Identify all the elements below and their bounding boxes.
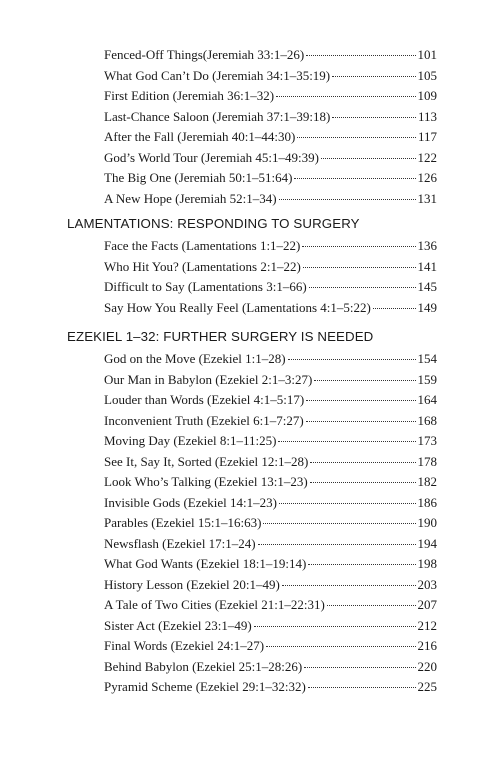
dot-leader xyxy=(254,626,416,627)
entry-page-number: 164 xyxy=(417,392,437,407)
dot-leader xyxy=(310,482,416,483)
toc-entry xyxy=(104,189,437,210)
toc-entry xyxy=(104,148,437,169)
toc-entry xyxy=(104,66,437,87)
entry-title: First Edition (Jeremiah 36:1–32) xyxy=(104,88,275,103)
entry-title: History Lesson (Ezekiel 20:1–49) xyxy=(104,576,280,592)
entry-page-number: 131 xyxy=(417,190,437,206)
entry-title: Inconvenient Truth (Ezekiel 6:1–7:27) xyxy=(104,412,304,428)
dot-leader xyxy=(310,462,415,463)
entry-title: After the Fall (Jeremiah 40:1–44:30) xyxy=(104,129,296,144)
toc-entry xyxy=(104,107,437,128)
entry-title: Louder than Words (Ezekiel 4:1–5:17) xyxy=(104,392,305,407)
toc-group-lamentations xyxy=(104,236,437,318)
dot-leader xyxy=(303,267,416,268)
entry-page-number: 182 xyxy=(417,474,437,489)
dot-leader xyxy=(282,585,416,586)
entry-page-number: 203 xyxy=(417,576,437,592)
entry-title: Say How You Really Feel (Lamentations 4:1–5:22) xyxy=(104,299,371,315)
toc-entry xyxy=(104,554,437,575)
entry-page-number: 168 xyxy=(417,412,437,428)
dot-leader xyxy=(266,646,415,647)
dot-leader xyxy=(327,605,416,606)
section-heading-lamentations: LAMENTATIONS: RESPONDING TO SURGERY xyxy=(67,216,360,231)
toc-entry xyxy=(104,472,437,493)
entry-title: What God Wants (Ezekiel 18:1–19:14) xyxy=(104,556,307,571)
toc-entry xyxy=(104,616,437,637)
dot-leader xyxy=(373,308,416,309)
entry-title: Difficult to Say (Lamentations 3:1–66) xyxy=(104,279,307,294)
entry-page-number: 186 xyxy=(417,494,437,510)
entry-title: What God Can’t Do (Jeremiah 34:1–35:19) xyxy=(104,67,331,83)
entry-title: Behind Babylon (Ezekiel 25:1–28:26) xyxy=(104,658,303,674)
entry-title: Final Words (Ezekiel 24:1–27) xyxy=(104,638,265,653)
entry-page-number: 105 xyxy=(417,67,437,83)
toc-entry xyxy=(104,595,437,616)
toc-group-ezekiel xyxy=(104,349,437,698)
entry-page-number: 149 xyxy=(417,299,437,315)
dot-leader xyxy=(306,421,416,422)
entry-title: God on the Move (Ezekiel 1:1–28) xyxy=(104,351,286,366)
dot-leader xyxy=(308,687,416,688)
entry-title: Sister Act (Ezekiel 23:1–49) xyxy=(104,617,252,633)
toc-entry xyxy=(104,657,437,678)
entry-page-number: 216 xyxy=(417,638,437,653)
entry-page-number: 109 xyxy=(417,88,437,103)
toc-entry xyxy=(104,677,437,698)
toc-entry xyxy=(104,575,437,596)
entry-page-number: 126 xyxy=(417,170,437,185)
entry-title: God’s World Tour (Jeremiah 45:1–49:39) xyxy=(104,149,319,165)
entry-page-number: 141 xyxy=(417,258,437,274)
entry-title: A Tale of Two Cities (Ezekiel 21:1–22:31) xyxy=(104,597,325,612)
toc-entry xyxy=(104,411,437,432)
dot-leader xyxy=(279,503,416,504)
entry-page-number: 101 xyxy=(417,47,437,62)
dot-leader xyxy=(332,76,415,77)
entry-page-number: 220 xyxy=(417,658,437,674)
toc-entry xyxy=(104,168,437,189)
dot-leader xyxy=(332,117,416,118)
entry-page-number: 145 xyxy=(417,279,437,294)
dot-leader xyxy=(304,667,415,668)
entry-title: Invisible Gods (Ezekiel 14:1–23) xyxy=(104,494,277,510)
entry-title: Who Hit You? (Lamentations 2:1–22) xyxy=(104,258,301,274)
entry-page-number: 207 xyxy=(417,597,437,612)
toc-entry xyxy=(104,277,437,298)
toc-entry xyxy=(104,390,437,411)
toc-entry xyxy=(104,370,437,391)
dot-leader xyxy=(263,523,415,524)
toc-entry xyxy=(104,452,437,473)
dot-leader xyxy=(276,96,415,97)
toc-entry xyxy=(104,431,437,452)
entry-title: Moving Day (Ezekiel 8:1–11:25) xyxy=(104,433,277,448)
dot-leader xyxy=(306,400,415,401)
section-heading-ezekiel: EZEKIEL 1–32: FURTHER SURGERY IS NEEDED xyxy=(67,329,374,344)
entry-title: A New Hope (Jeremiah 52:1–34) xyxy=(104,190,277,206)
entry-page-number: 178 xyxy=(417,453,437,469)
toc-entry xyxy=(104,513,437,534)
entry-title: Face the Facts (Lamentations 1:1–22) xyxy=(104,238,301,253)
entry-title: Fenced-Off Things(Jeremiah 33:1–26) xyxy=(104,47,305,62)
toc-group-jeremiah xyxy=(104,45,437,209)
entry-page-number: 190 xyxy=(417,515,437,530)
entry-page-number: 225 xyxy=(417,679,437,694)
dot-leader xyxy=(309,287,416,288)
entry-title: Pyramid Scheme (Ezekiel 29:1–32:32) xyxy=(104,679,306,694)
toc-entry xyxy=(104,493,437,514)
entry-page-number: 159 xyxy=(417,371,437,387)
dot-leader xyxy=(321,158,416,159)
dot-leader xyxy=(279,199,416,200)
toc-entry xyxy=(104,45,437,66)
entry-page-number: 136 xyxy=(417,238,437,253)
toc-entry xyxy=(104,636,437,657)
dot-leader xyxy=(258,544,416,545)
entry-page-number: 117 xyxy=(417,129,437,144)
toc-entry xyxy=(104,127,437,148)
entry-title: Look Who’s Talking (Ezekiel 13:1–23) xyxy=(104,474,308,489)
dot-leader xyxy=(302,246,415,247)
entry-page-number: 154 xyxy=(417,351,437,366)
toc-entry xyxy=(104,298,437,319)
entry-page-number: 122 xyxy=(417,149,437,165)
entry-title: Newsflash (Ezekiel 17:1–24) xyxy=(104,535,256,551)
entry-page-number: 212 xyxy=(417,617,437,633)
entry-title: The Big One (Jeremiah 50:1–51:64) xyxy=(104,170,293,185)
toc-entry xyxy=(104,349,437,370)
dot-leader xyxy=(306,55,415,56)
dot-leader xyxy=(314,380,415,381)
dot-leader xyxy=(297,137,416,138)
entry-title: Last-Chance Saloon (Jeremiah 37:1–39:18) xyxy=(104,108,331,124)
dot-leader xyxy=(308,564,415,565)
toc-entry xyxy=(104,236,437,257)
dot-leader xyxy=(288,359,416,360)
toc-entry xyxy=(104,86,437,107)
entry-title: Parables (Ezekiel 15:1–16:63) xyxy=(104,515,262,530)
dot-leader xyxy=(278,441,415,442)
toc-entry xyxy=(104,534,437,555)
toc-entry xyxy=(104,257,437,278)
entry-page-number: 173 xyxy=(417,433,437,448)
entry-title: Our Man in Babylon (Ezekiel 2:1–3:27) xyxy=(104,371,313,387)
entry-page-number: 194 xyxy=(417,535,437,551)
entry-title: See It, Say It, Sorted (Ezekiel 12:1–28) xyxy=(104,453,309,469)
entry-page-number: 113 xyxy=(417,108,437,124)
dot-leader xyxy=(294,178,415,179)
entry-page-number: 198 xyxy=(417,556,437,571)
